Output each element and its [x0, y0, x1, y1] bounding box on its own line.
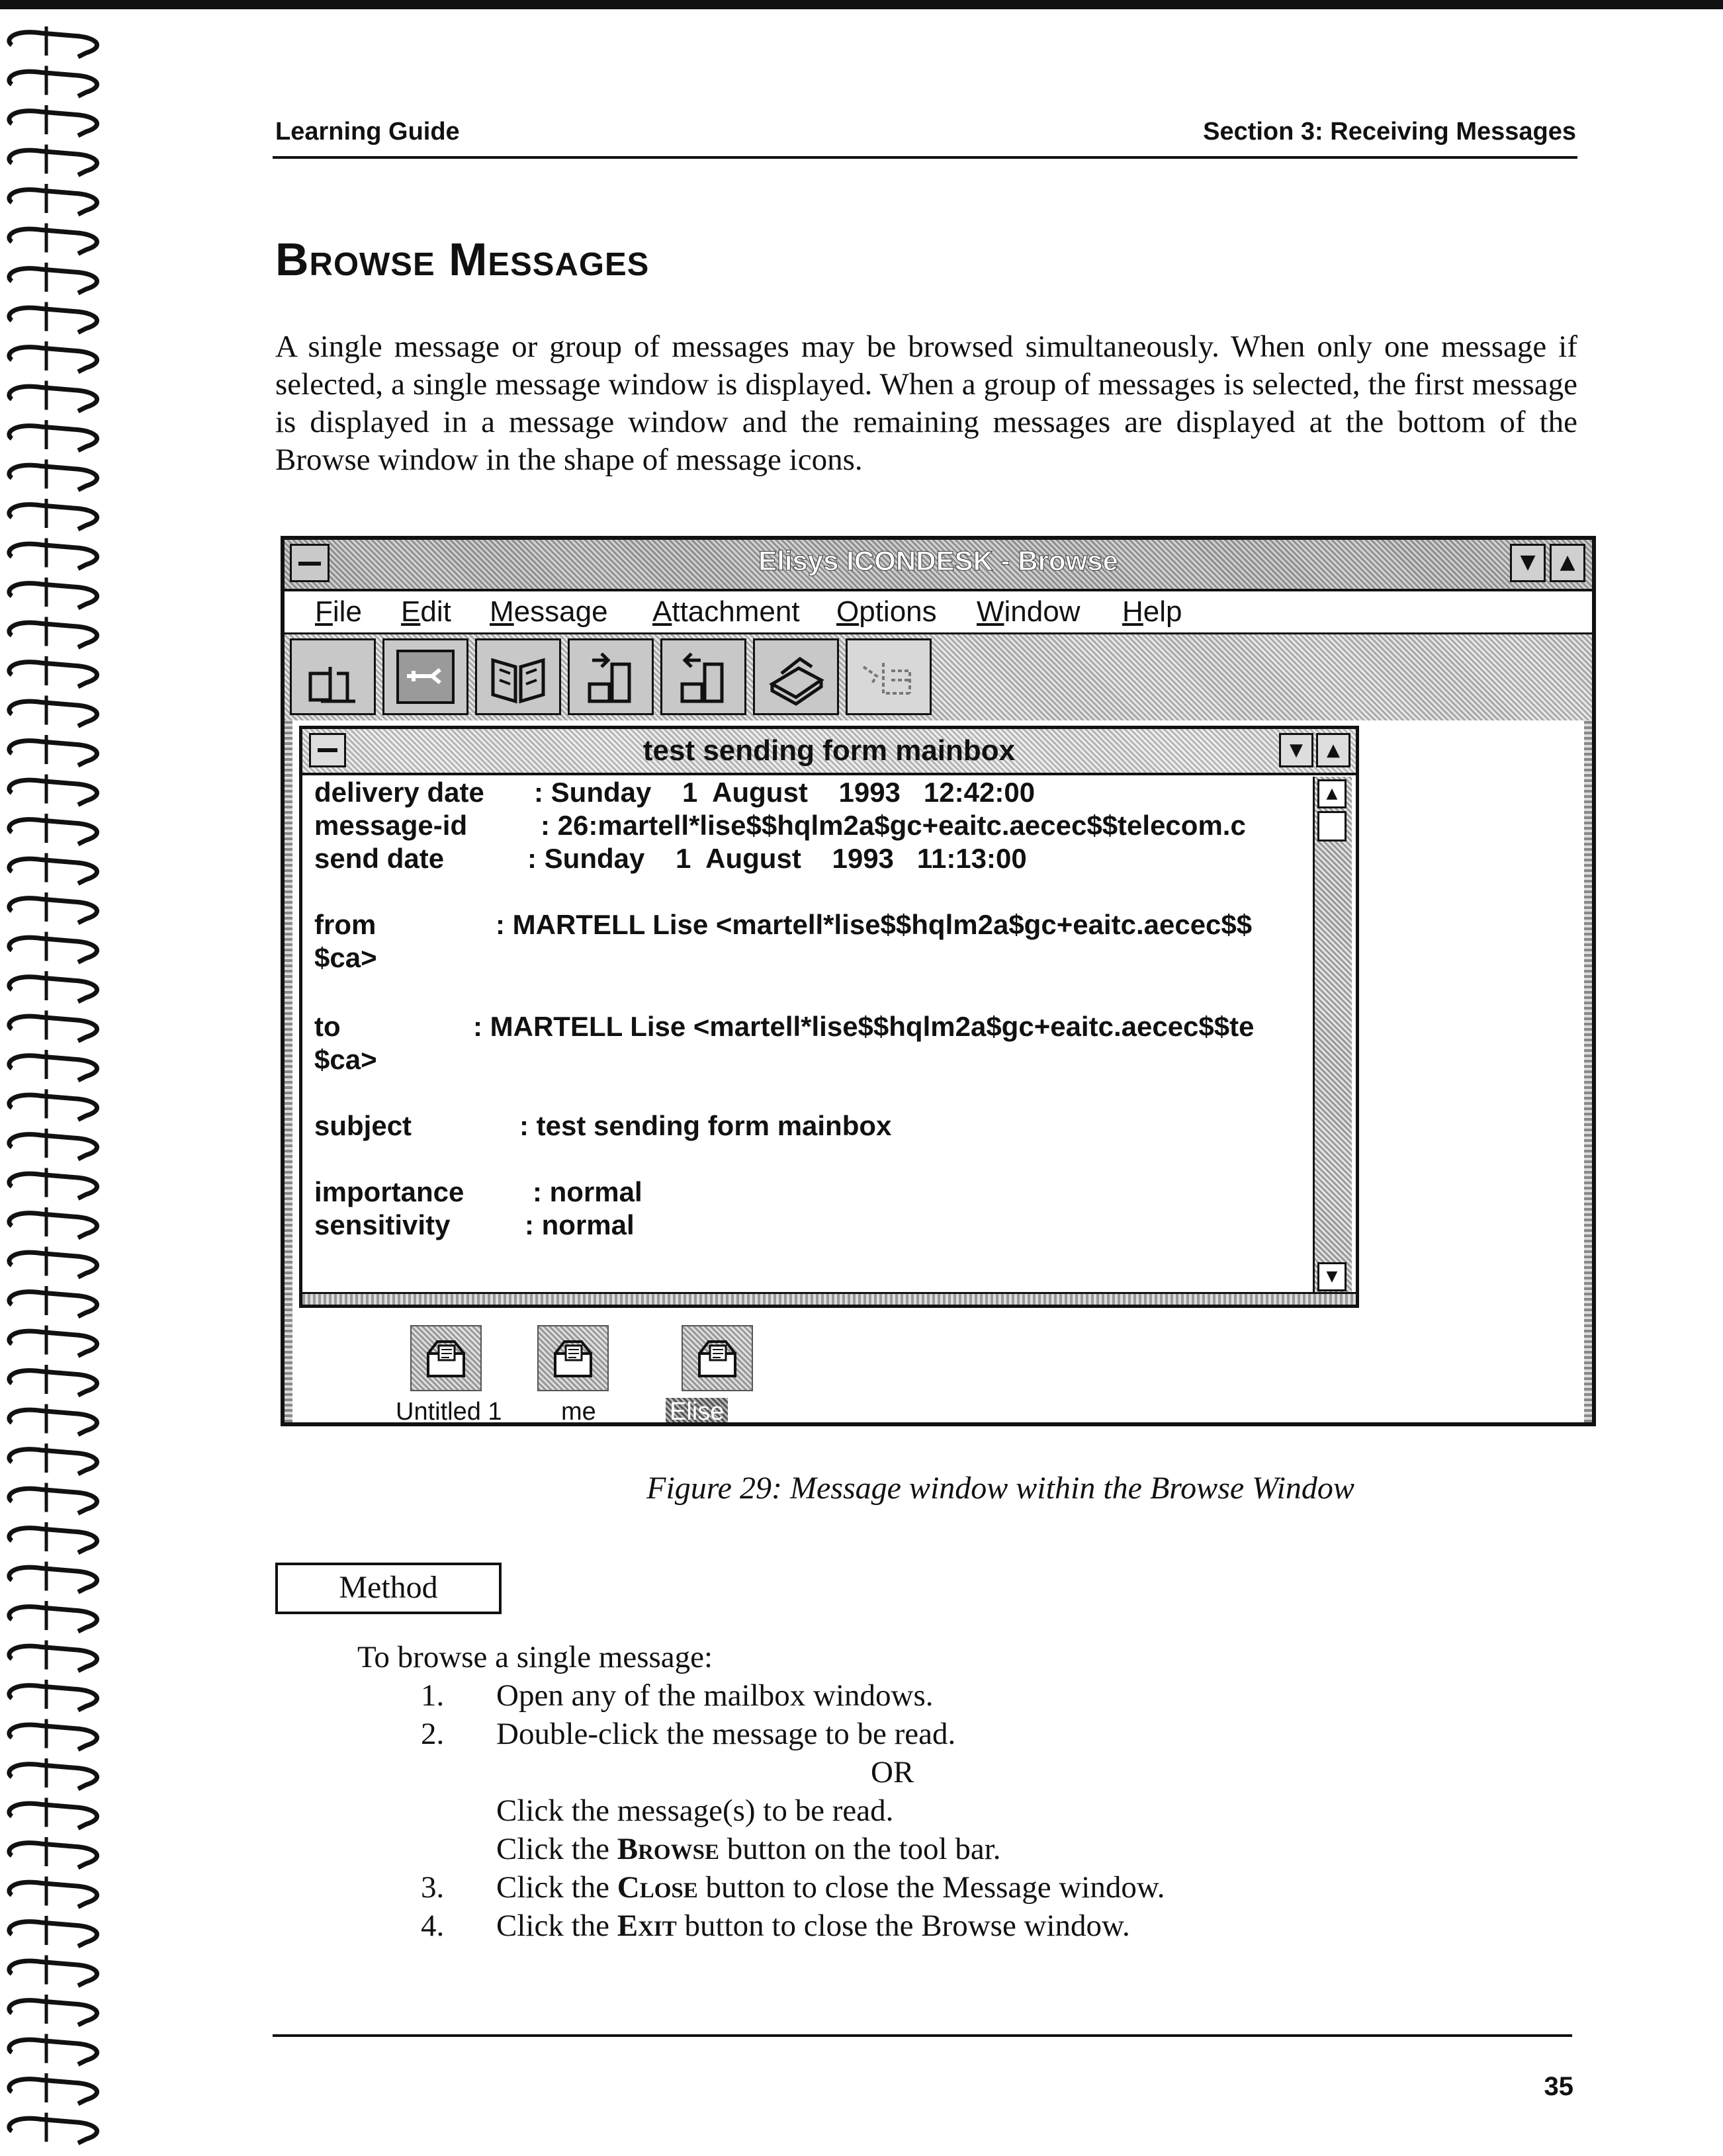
- field-message-id: [314, 810, 1307, 841]
- menu-edit[interactable]: Edit: [401, 595, 451, 628]
- spiral-coil: [9, 1252, 97, 1277]
- field-value: : normal: [525, 1209, 635, 1240]
- message-icon[interactable]: [537, 1325, 609, 1391]
- field-delivery-date: [314, 777, 1307, 808]
- spiral-coil: [9, 1843, 97, 1868]
- spiral-coil: [9, 426, 97, 451]
- spiral-coil: [9, 2118, 97, 2143]
- field-label: importance: [314, 1176, 464, 1207]
- spiral-coil: [9, 662, 97, 687]
- intro-paragraph: A single message or group of messages may be browsed simultaneously. When only one message if selected, a single message window is displayed. When a group of messages is selected, the first message is displayed in a message window and the remaining messages are displayed at the bottom of the Browse window in the shape of message icons.: [275, 329, 1577, 477]
- message-icon[interactable]: [410, 1325, 482, 1391]
- message-maximize-icon[interactable]: ▲: [1316, 733, 1350, 767]
- button-name: Close: [617, 1870, 698, 1905]
- open-book-icon[interactable]: [475, 638, 561, 715]
- running-header-left: Learning Guide: [275, 118, 460, 146]
- spiral-coil: [9, 1961, 97, 1985]
- message-window-titlebar: [302, 729, 1356, 775]
- spiral-coil: [9, 1567, 97, 1592]
- field-value: : test sending form mainbox: [519, 1110, 892, 1141]
- method-steps: [357, 1638, 1165, 1945]
- menu-file[interactable]: File: [315, 595, 362, 628]
- spiral-coil: [9, 2040, 97, 2064]
- header-rule: [273, 156, 1577, 159]
- spiral-coil: [9, 1095, 97, 1119]
- message-icon[interactable]: [682, 1325, 753, 1391]
- spiral-coil: [9, 71, 97, 96]
- spiral-coil: [9, 1725, 97, 1749]
- method-step: [357, 1907, 1130, 1945]
- spiral-coil: [9, 111, 97, 136]
- field-label: sensitivity: [314, 1209, 451, 1240]
- spiral-coil: [9, 859, 97, 883]
- spiral-coil: [9, 1135, 97, 1159]
- field-subject: [314, 1110, 1307, 1142]
- field-label: subject: [314, 1110, 412, 1141]
- spiral-coil: [9, 269, 97, 293]
- step-number: 1.: [421, 1678, 445, 1713]
- spiral-coil: [9, 308, 97, 332]
- send-tray-icon[interactable]: [568, 638, 654, 715]
- step-text: Click the Browse button on the tool bar.: [496, 1832, 1001, 1866]
- field-label: send date: [314, 843, 445, 874]
- spiral-coil: [9, 977, 97, 1002]
- message-icon-label[interactable]: me: [561, 1398, 596, 1426]
- spiral-coil: [9, 1174, 97, 1198]
- field-label: to: [314, 1011, 341, 1042]
- scan-top-edge: [0, 0, 1723, 9]
- message-window: [299, 726, 1359, 1308]
- footer-rule: [273, 2034, 1572, 2037]
- workspace-right-border: [1584, 720, 1592, 1422]
- spiral-coil: [9, 150, 97, 175]
- spiral-coil: [9, 583, 97, 608]
- scroll-down-icon[interactable]: ▼: [1317, 1262, 1347, 1291]
- workspace-left-border: [285, 720, 292, 1422]
- spiral-coil: [9, 1882, 97, 1907]
- spiral-coil: [9, 1922, 97, 1946]
- spiral-coil: [9, 898, 97, 923]
- browse-workspace: [285, 720, 1592, 1426]
- spiral-coil: [9, 1803, 97, 1828]
- message-minimize-icon[interactable]: ▼: [1279, 733, 1313, 767]
- spiral-coil: [9, 32, 97, 57]
- page-title: Browse Messages: [275, 234, 650, 285]
- spiral-coil: [9, 1292, 97, 1316]
- message-window-bottom-border: [302, 1292, 1356, 1305]
- spiral-coil: [9, 623, 97, 647]
- field-send-date: [314, 843, 1307, 875]
- message-vertical-scrollbar[interactable]: [1313, 777, 1352, 1294]
- scroll-up-icon[interactable]: ▲: [1317, 779, 1347, 808]
- field-value-continuation: $ca>: [314, 942, 377, 973]
- spiral-coil: [9, 1607, 97, 1631]
- field-value: : Sunday 1 August 1993 12:42:00: [534, 777, 1036, 808]
- tool-bar: [285, 634, 1592, 720]
- spiral-coil: [9, 505, 97, 529]
- step-number: 4.: [421, 1909, 445, 1943]
- disabled-tool-icon[interactable]: [846, 638, 932, 715]
- spiral-coil: [9, 1646, 97, 1670]
- field-value: : normal: [533, 1176, 642, 1207]
- step-text: Double-click the message to be read.: [496, 1717, 956, 1751]
- message-header-fields: [314, 777, 1307, 1279]
- browse-window-screenshot: [281, 536, 1596, 1426]
- spiral-coil: [9, 465, 97, 490]
- field-from: [314, 909, 1307, 941]
- spiral-coil: [9, 1213, 97, 1238]
- spiral-coil: [9, 1016, 97, 1041]
- spiral-coil: [9, 820, 97, 844]
- menu-help[interactable]: Help: [1122, 595, 1182, 628]
- message-icon-label[interactable]: Elise: [666, 1398, 728, 1426]
- method-step: [357, 1676, 934, 1715]
- method-step: [357, 1830, 1001, 1868]
- spiral-coil: [9, 544, 97, 568]
- spiral-coil: [9, 701, 97, 726]
- spiral-coil: [9, 386, 97, 411]
- spiral-coil: [9, 1056, 97, 1080]
- maximize-icon[interactable]: ▲: [1550, 544, 1585, 582]
- minimize-icon[interactable]: ▼: [1510, 544, 1546, 582]
- spiral-coil: [9, 1764, 97, 1789]
- spiral-coil: [9, 1528, 97, 1553]
- print-icon[interactable]: [753, 638, 839, 715]
- step-or: OR: [871, 1755, 914, 1789]
- field-value: : MARTELL Lise <martell*lise$$hqlm2a$gc+eaitc.aecec$$te: [473, 1011, 1255, 1042]
- field-importance: [314, 1176, 1307, 1208]
- spiral-coil: [9, 190, 97, 214]
- field-label: message-id: [314, 810, 468, 841]
- message-icon-label[interactable]: Untitled 1: [396, 1398, 502, 1426]
- field-value: : Sunday 1 August 1993 11:13:00: [527, 843, 1027, 874]
- spiral-coil: [9, 229, 97, 253]
- spiral-coil: [9, 1371, 97, 1395]
- spiral-coil: [9, 2001, 97, 2025]
- step-text: Click the message(s) to be read.: [496, 1793, 894, 1828]
- step-number: 2.: [421, 1717, 445, 1751]
- spiral-coil: [9, 1331, 97, 1356]
- method-step: [357, 1868, 1165, 1907]
- spiral-coil: [9, 347, 97, 372]
- menu-options[interactable]: Options: [836, 595, 937, 628]
- field-value-continuation: $ca>: [314, 1044, 377, 1075]
- button-name: Exit: [617, 1909, 677, 1943]
- page-number: 35: [1544, 2072, 1573, 2101]
- step-text: Click the Close button to close the Message window.: [496, 1870, 1165, 1905]
- field-label: delivery date: [314, 777, 484, 808]
- exit-icon[interactable]: [290, 638, 376, 715]
- spiral-coil: [9, 1410, 97, 1434]
- button-name: Browse: [617, 1832, 719, 1866]
- receive-tray-icon[interactable]: [660, 638, 746, 715]
- browse-hand-icon[interactable]: [382, 638, 468, 715]
- spiral-binding: [0, 20, 119, 2156]
- scroll-thumb[interactable]: [1317, 811, 1347, 841]
- message-window-title: test sending form mainbox: [642, 734, 1016, 767]
- field-sensitivity: [314, 1209, 1307, 1241]
- method-step: [357, 1791, 894, 1830]
- spiral-coil: [9, 780, 97, 804]
- figure-caption: Figure 29: Message window within the Browse Window: [646, 1471, 1354, 1506]
- step-text: Click the Exit button to close the Browse window.: [496, 1909, 1130, 1943]
- spiral-coil: [9, 1686, 97, 1710]
- spiral-coil: [9, 937, 97, 962]
- step-number: 3.: [421, 1870, 445, 1905]
- method-step: [357, 1753, 914, 1791]
- menu-message[interactable]: Message: [490, 595, 608, 628]
- field-value: : MARTELL Lise <martell*lise$$hqlm2a$gc+eaitc.aecec$$: [496, 909, 1253, 940]
- spiral-coil: [9, 2079, 97, 2104]
- step-text: Open any of the mailbox windows.: [496, 1678, 934, 1713]
- menu-attachment[interactable]: Attachment: [652, 595, 800, 628]
- method-lead: To browse a single message:: [357, 1640, 713, 1674]
- running-header-right: Section 3: Receiving Messages: [1203, 118, 1576, 146]
- field-to: [314, 1011, 1307, 1043]
- spiral-coil: [9, 741, 97, 765]
- field-label: from: [314, 909, 376, 940]
- browse-window-titlebar: [285, 540, 1592, 591]
- field-value: : 26:martell*lise$$hqlm2a$gc+eaitc.aecec$$telecom.c: [541, 810, 1246, 841]
- menu-window[interactable]: Window: [977, 595, 1081, 628]
- method-step: [357, 1715, 956, 1753]
- browse-window-title: Elisys ICONDESK - Browse: [758, 545, 1118, 576]
- menu-bar: [285, 591, 1592, 634]
- method-heading-box: Method: [275, 1563, 502, 1614]
